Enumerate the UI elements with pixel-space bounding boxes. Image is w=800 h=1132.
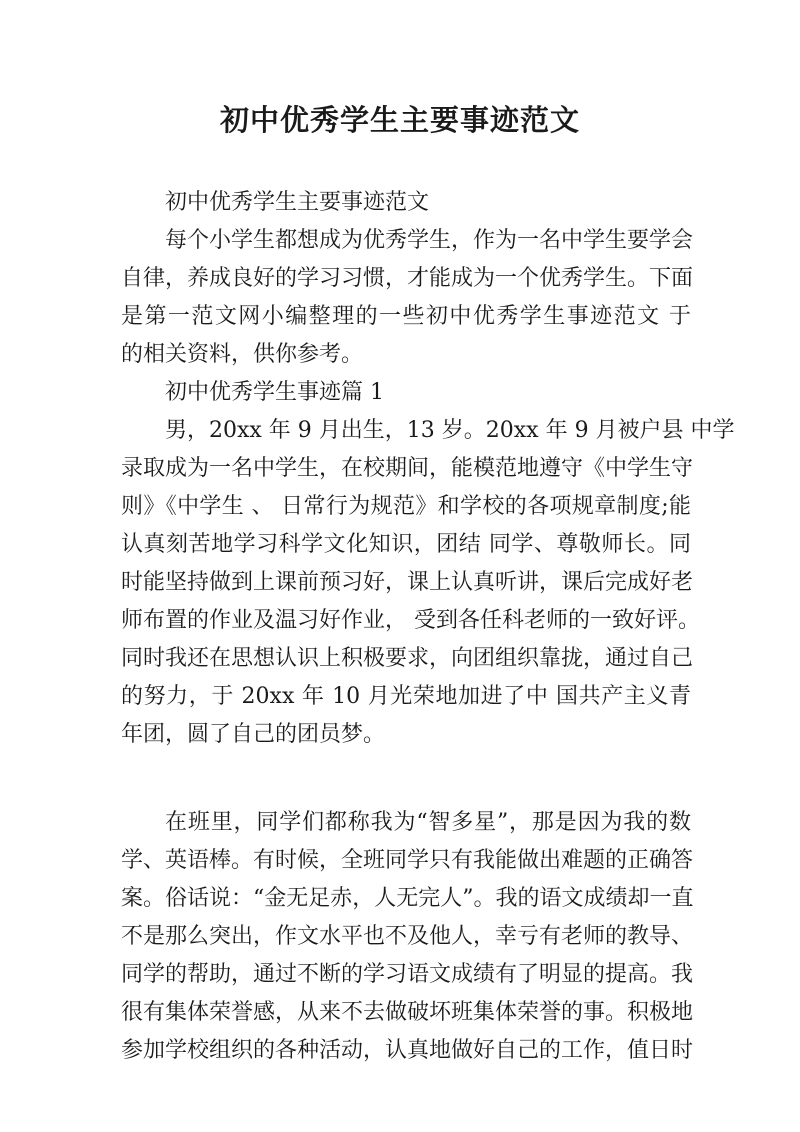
document-body bbox=[121, 184, 735, 1070]
document-title: 初中优秀学生主要事迹范文 bbox=[219, 103, 580, 137]
paragraph-line: 认真刻苦地学习科学文化知识，团结 同学、尊敬师长。同 bbox=[121, 532, 691, 557]
paragraph-line: 男，20xx 年 9 月出生，13 岁。20xx 年 9 月被户县 中学 bbox=[165, 418, 735, 443]
paragraph-line: 自律，养成良好的学习习惯，才能成为一个优秀学生。下面 bbox=[121, 266, 694, 291]
paragraph-line: 是第一范文网小编整理的一些初中优秀学生事迹范文 于 bbox=[121, 304, 691, 329]
article-heading: 初中优秀学生主要事迹范文 bbox=[165, 190, 430, 215]
paragraph-line: 的相关资料，供你参考。 bbox=[121, 342, 364, 367]
paragraph-line: 的努力，于 20xx 年 10 月光荣地加进了中 国共产主义青 bbox=[121, 684, 691, 709]
paragraph-line: 学、英语棒。有时候，全班同学只有我能做出难题的正确答 bbox=[121, 848, 694, 873]
paragraph-line: 在班里，同学们都称我为“智多星”，那是因为我的数 bbox=[165, 810, 691, 835]
paragraph-line: 每个小学生都想成为优秀学生，作为一名中学生要学会 bbox=[165, 228, 694, 253]
paragraph-spacer bbox=[121, 754, 691, 804]
paragraph-line: 很有集体荣誉感，从来不去做破坏班集体荣誉的事。积极地 bbox=[121, 1000, 694, 1025]
paragraph-line: 师布置的作业及温习好作业， 受到各任科老师的一致好评。 bbox=[121, 608, 700, 633]
paragraph-line: 案。俗话说：“金无足赤，人无完人”。我的语文成绩却一直 bbox=[121, 886, 694, 911]
paragraph-line: 录取成为一名中学生，在校期间，能模范地遵守《中学生守 bbox=[121, 456, 694, 481]
paragraph-line: 同学的帮助，通过不断的学习语文成绩有了明显的提高。我 bbox=[121, 962, 694, 987]
paragraph-line: 参加学校组织的各种活动，认真地做好自己的工作，值日时 bbox=[121, 1038, 694, 1063]
paragraph-line: 则》《中学生 、 日常行为规范》和学校的各项规章制度;能 bbox=[121, 494, 691, 519]
paragraph-line: 不是那么突出，作文水平也不及他人，幸亏有老师的教导、 bbox=[121, 924, 694, 949]
paragraph-line: 时能坚持做到上课前预习好，课上认真听讲，课后完成好老 bbox=[121, 570, 694, 595]
section-heading: 初中优秀学生事迹篇 1 bbox=[165, 380, 384, 405]
paragraph-line: 年团，圆了自己的团员梦。 bbox=[121, 722, 386, 747]
paragraph-line: 同时我还在思想认识上积极要求，向团组织靠拢，通过自己 bbox=[121, 646, 694, 671]
